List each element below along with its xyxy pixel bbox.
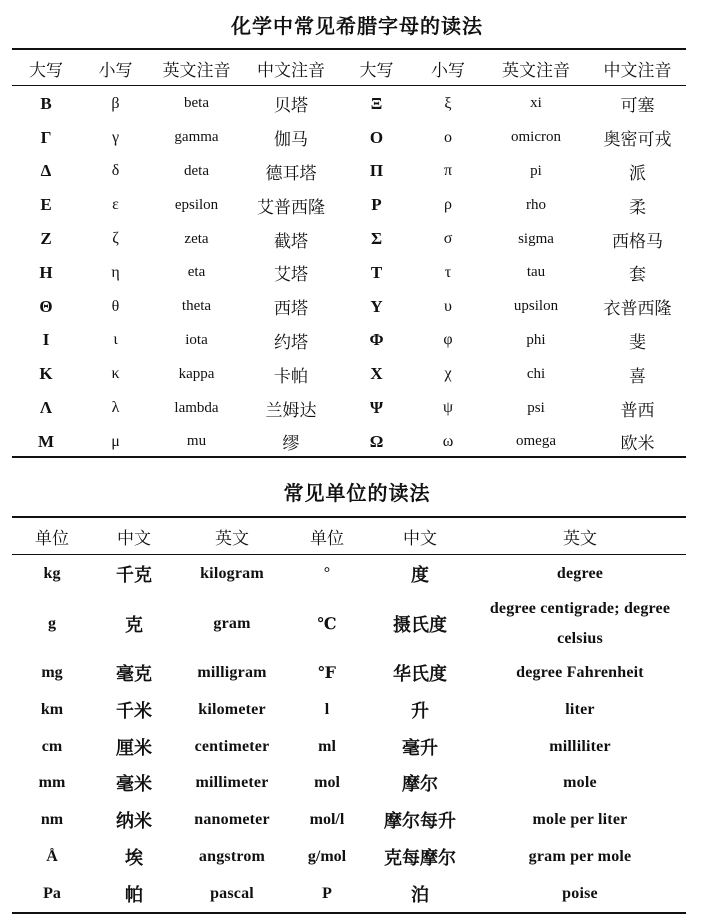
unit-cn-name: 华氏度 (393, 664, 447, 686)
units-table-title: 常见单位的读法 (283, 481, 431, 505)
greek-table-body (12, 87, 686, 459)
greek-header-en-2: 英文注音 (502, 60, 570, 81)
greek-upper: Κ (39, 364, 53, 384)
unit-row (12, 593, 686, 655)
unit-symbol: ℃ (317, 615, 337, 633)
greek-lower: π (443, 162, 453, 180)
greek-lower: ξ (444, 94, 452, 112)
unit-symbol: mol (314, 774, 340, 792)
unit-row (12, 728, 686, 765)
unit-en-name: kilometer (198, 700, 266, 718)
greek-lower: φ (443, 331, 453, 349)
greek-upper: Υ (370, 296, 383, 316)
greek-lower: λ (111, 399, 120, 417)
greek-cn-name: 套 (629, 265, 646, 286)
greek-cn-name: 截塔 (274, 231, 308, 252)
unit-en-name: degree centigrade; degree celsius (489, 599, 671, 647)
greek-en-name: iota (185, 331, 208, 348)
greek-row (12, 357, 686, 391)
greek-upper: Τ (370, 262, 383, 282)
greek-cn-name: 衣普西隆 (603, 299, 672, 320)
unit-en-name: angstrom (198, 847, 266, 865)
greek-top-rule (12, 48, 686, 50)
greek-cn-name: 柔 (629, 197, 646, 218)
unit-cn-name: 埃 (125, 847, 143, 869)
units-header-cn-2: 中文 (403, 528, 437, 549)
unit-cn-name: 泊 (411, 884, 429, 906)
greek-lower: σ (443, 230, 453, 248)
greek-cn-name: 西塔 (274, 299, 308, 320)
greek-lower: ψ (442, 399, 453, 417)
greek-upper: Ψ (369, 398, 384, 418)
unit-symbol: P (322, 884, 332, 902)
unit-cn-name: 帕 (125, 884, 143, 906)
unit-en-name: centimeter (194, 737, 270, 755)
greek-en-name: pi (530, 162, 542, 179)
greek-en-name: zeta (184, 230, 209, 247)
unit-cn-name: 厘米 (116, 737, 152, 759)
units-header-rule (12, 554, 686, 555)
unit-en-name: gram per mole (528, 847, 632, 865)
unit-row (12, 692, 686, 729)
greek-header-upper-2: 大写 (359, 60, 394, 81)
unit-symbol: mm (38, 774, 66, 792)
greek-bottom-rule (12, 456, 686, 458)
unit-symbol: g (48, 614, 56, 632)
unit-en-name: milliliter (549, 737, 611, 755)
unit-symbol: ° (323, 565, 331, 583)
greek-header-rule (12, 85, 686, 86)
unit-cn-name: 摩尔 (402, 774, 438, 796)
unit-en-name: milligram (197, 664, 267, 682)
greek-lower: ι (113, 331, 118, 349)
greek-lower: ω (442, 432, 454, 450)
unit-cn-name: 摄氏度 (393, 614, 447, 636)
greek-upper: Θ (39, 296, 53, 316)
unit-row (12, 839, 686, 876)
greek-header-cn-2: 中文注音 (603, 60, 672, 81)
greek-row (12, 188, 686, 222)
units-bottom-rule (12, 912, 686, 914)
unit-en-name: millimeter (195, 774, 269, 792)
greek-lower: γ (111, 128, 120, 146)
unit-cn-name: 毫米 (116, 774, 152, 796)
greek-en-name: chi (526, 365, 546, 382)
units-header-unit-2: 单位 (310, 528, 344, 549)
greek-cn-name: 普西 (620, 400, 655, 421)
unit-en-name: poise (562, 884, 598, 902)
greek-upper: Η (39, 262, 53, 282)
unit-symbol: mg (41, 664, 63, 682)
units-table-body (12, 556, 686, 912)
greek-upper: Φ (369, 330, 384, 350)
greek-en-name: omicron (511, 129, 561, 146)
greek-upper: Χ (370, 364, 383, 384)
greek-lower: ο (444, 128, 452, 146)
greek-lower: ρ (444, 196, 452, 214)
unit-symbol: ℉ (318, 665, 336, 683)
unit-cn-name: 毫克 (116, 664, 152, 686)
greek-cn-name: 喜 (629, 366, 646, 387)
unit-en-name: mole per liter (532, 811, 628, 829)
unit-row (12, 765, 686, 802)
greek-header-upper: 大写 (29, 60, 63, 81)
greek-row (12, 155, 686, 189)
greek-en-name: eta (187, 264, 206, 281)
greek-upper: Μ (37, 431, 55, 451)
greek-row (12, 290, 686, 324)
unit-row (12, 875, 686, 912)
unit-cn-name: 纳米 (116, 811, 152, 833)
greek-header-lower-2: 小写 (431, 60, 465, 81)
unit-en-name: kilogram (200, 565, 264, 583)
greek-upper: Ο (369, 127, 384, 147)
unit-en-name: liter (565, 700, 595, 718)
greek-body-table (12, 87, 686, 459)
greek-upper: Π (369, 161, 384, 181)
greek-upper: Λ (39, 398, 53, 418)
greek-upper: Δ (40, 161, 52, 181)
greek-header-table (12, 51, 686, 85)
greek-lower: θ (111, 297, 120, 315)
greek-cn-name: 艾普西隆 (257, 197, 325, 218)
unit-en-name: gram (213, 614, 251, 632)
unit-symbol: mol/l (309, 811, 345, 829)
greek-cn-name: 西格马 (612, 231, 663, 252)
greek-en-name: upsilon (513, 298, 559, 315)
greek-en-name: lambda (174, 399, 219, 416)
greek-cn-name: 奥密可戎 (603, 130, 672, 151)
unit-row (12, 556, 686, 593)
unit-row (12, 802, 686, 839)
greek-header-lower: 小写 (98, 60, 133, 81)
greek-upper: Ρ (371, 195, 382, 215)
unit-cn-name: 千克 (116, 565, 152, 587)
greek-upper: Σ (370, 229, 383, 249)
unit-symbol: Å (46, 847, 58, 865)
greek-en-name: tau (526, 264, 546, 281)
greek-row (12, 425, 686, 459)
greek-lower: υ (444, 297, 452, 315)
unit-symbol: kg (43, 565, 61, 583)
greek-lower: ε (112, 196, 119, 214)
greek-lower: τ (444, 263, 452, 281)
greek-en-name: sigma (518, 230, 554, 247)
units-header-en: 英文 (215, 528, 249, 549)
unit-symbol: g/mol (307, 847, 347, 865)
greek-upper: Ι (42, 330, 50, 350)
greek-cn-name: 斐 (629, 332, 646, 353)
unit-row (12, 655, 686, 692)
units-header-cn: 中文 (117, 528, 151, 549)
greek-row (12, 121, 686, 155)
greek-en-name: xi (530, 95, 542, 112)
unit-en-name: nanometer (194, 811, 270, 829)
greek-lower: μ (111, 432, 120, 450)
greek-upper: Ζ (40, 229, 52, 249)
greek-cn-name: 艾塔 (274, 265, 308, 286)
greek-en-name: omega (516, 433, 556, 450)
units-header-row (12, 518, 686, 554)
greek-row (12, 222, 686, 256)
unit-en-name: degree (556, 565, 604, 583)
greek-row (12, 324, 686, 358)
unit-cn-name: 千米 (116, 700, 152, 722)
unit-en-name: pascal (210, 884, 254, 902)
unit-cn-name: 毫升 (402, 737, 438, 759)
greek-cn-name: 缪 (282, 434, 300, 455)
greek-lower: δ (111, 162, 120, 180)
greek-upper: Β (40, 93, 52, 113)
greek-upper: Ξ (370, 93, 383, 113)
greek-cn-name: 约塔 (274, 332, 308, 353)
units-body-table (12, 556, 686, 912)
greek-en-name: mu (186, 433, 207, 450)
greek-en-name: theta (181, 298, 212, 315)
greek-cn-name: 贝塔 (274, 96, 308, 117)
unit-symbol: km (40, 700, 64, 718)
unit-symbol: cm (41, 737, 63, 755)
greek-cn-name: 派 (629, 163, 646, 184)
greek-table-title: 化学中常见希腊字母的读法 (231, 14, 483, 38)
greek-en-name: beta (184, 95, 209, 112)
unit-cn-name: 度 (411, 565, 429, 587)
unit-cn-name: 克每摩尔 (384, 847, 456, 869)
greek-row (12, 87, 686, 121)
greek-en-name: rho (526, 196, 546, 213)
greek-cn-name: 伽马 (274, 130, 308, 151)
greek-row (12, 391, 686, 425)
greek-header-cn: 中文注音 (257, 60, 325, 81)
unit-en-name: degree Fahrenheit (516, 664, 644, 682)
greek-cn-name: 兰姆达 (265, 400, 317, 421)
greek-en-name: psi (527, 399, 545, 416)
greek-header-row (12, 51, 686, 85)
greek-en-name: epsilon (174, 196, 219, 213)
greek-cn-name: 欧米 (620, 434, 655, 455)
greek-row (12, 256, 686, 290)
units-header-en-2: 英文 (563, 528, 597, 549)
greek-lower: β (111, 94, 120, 112)
greek-header-en: 英文注音 (162, 60, 231, 81)
unit-symbol: l (324, 700, 330, 718)
greek-cn-name: 可塞 (620, 96, 655, 117)
greek-lower: χ (444, 365, 452, 383)
unit-symbol: Pa (43, 884, 61, 902)
greek-lower: ζ (112, 230, 119, 248)
greek-en-name: phi (526, 331, 546, 348)
unit-cn-name: 克 (125, 614, 143, 636)
greek-en-name: deta (184, 162, 209, 179)
greek-en-name: gamma (174, 129, 219, 146)
greek-upper: Γ (40, 127, 52, 147)
greek-lower: η (111, 263, 120, 281)
greek-en-name: kappa (178, 365, 215, 382)
unit-cn-name: 摩尔每升 (384, 811, 456, 833)
greek-cn-name: 卡帕 (274, 366, 308, 387)
units-header-unit: 单位 (35, 528, 69, 549)
unit-symbol: nm (40, 811, 64, 829)
greek-upper: Ω (369, 431, 384, 451)
greek-lower: κ (111, 365, 120, 383)
unit-cn-name: 升 (411, 700, 429, 722)
unit-en-name: mole (563, 774, 597, 792)
units-header-table (12, 518, 686, 554)
greek-cn-name: 德耳塔 (265, 163, 317, 184)
unit-symbol: ml (318, 737, 336, 755)
greek-upper: Ε (40, 195, 52, 215)
